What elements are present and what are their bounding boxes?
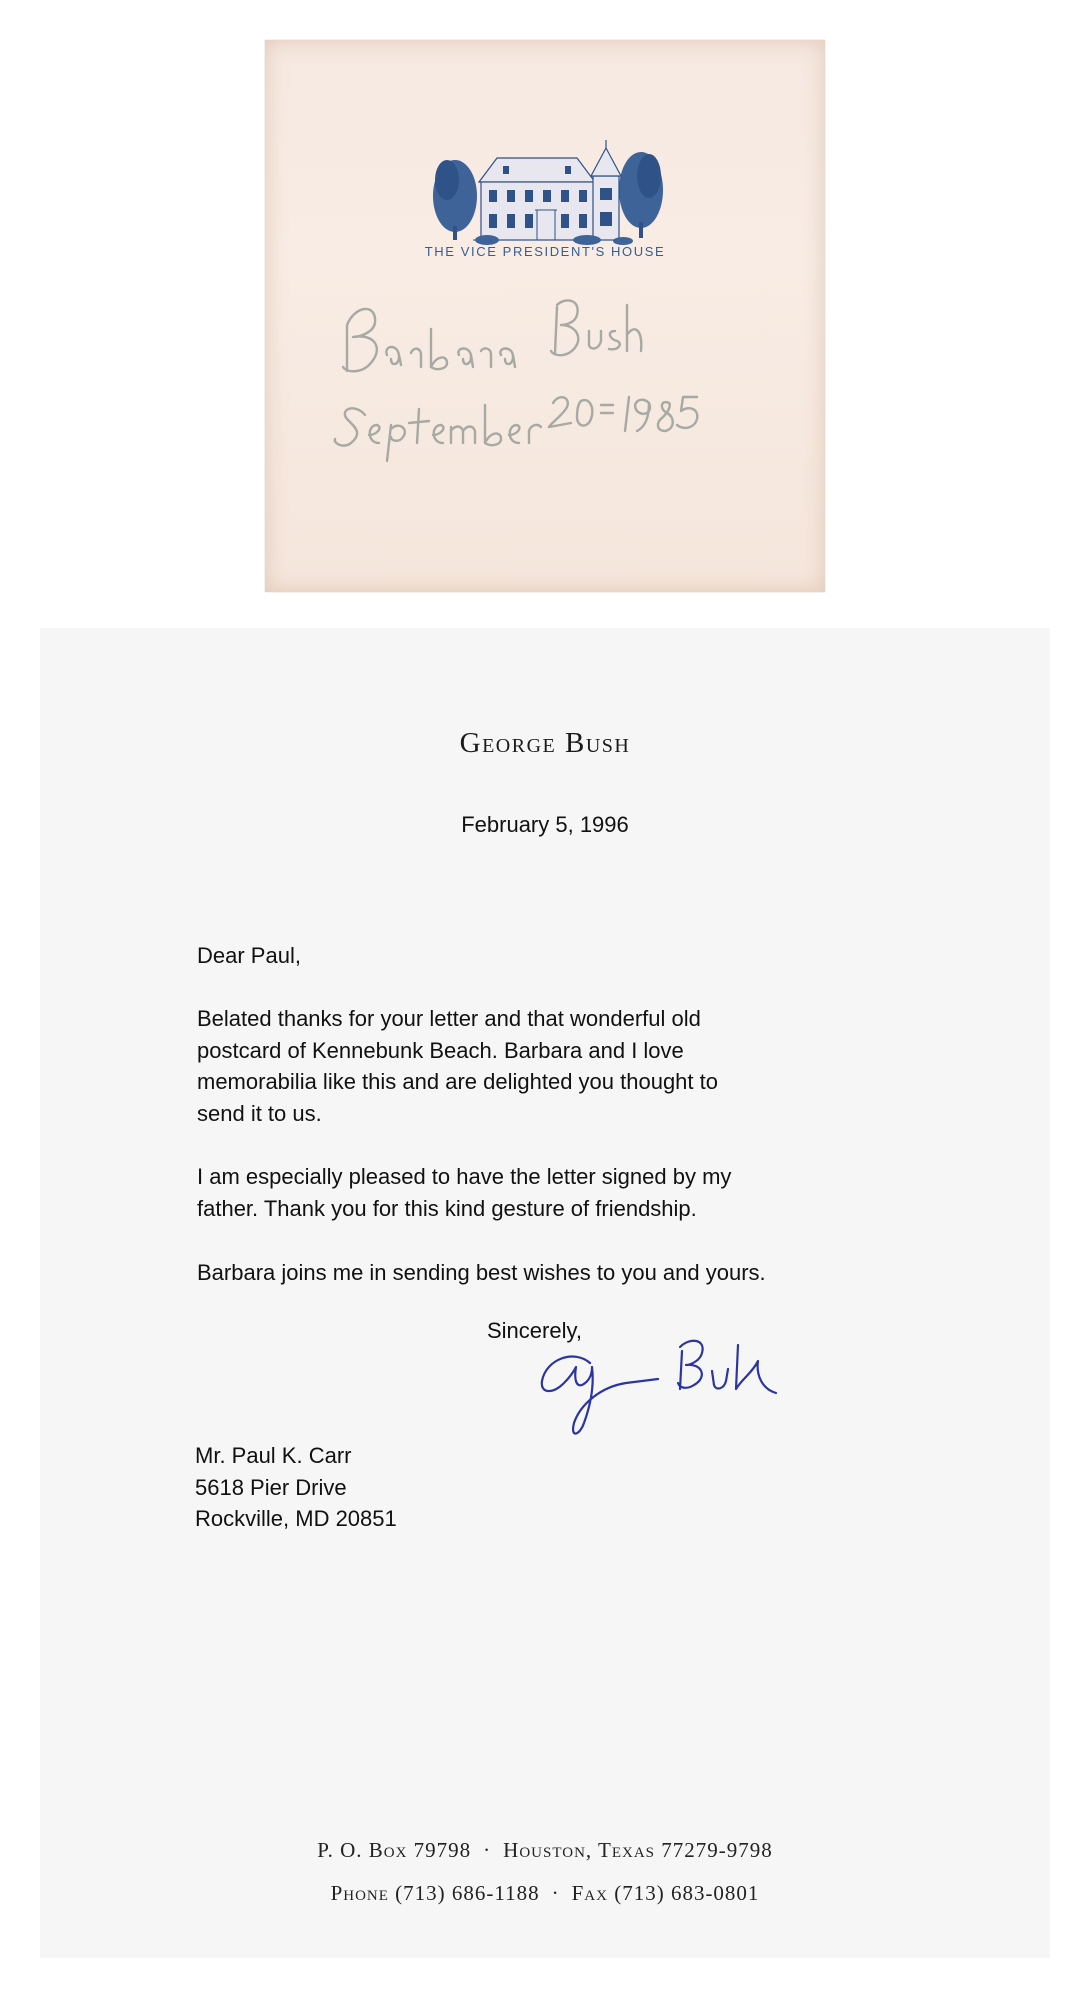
card-caption: THE VICE PRESIDENT'S HOUSE: [424, 244, 666, 259]
paragraph-line: send it to us.: [197, 1100, 322, 1126]
footer-po-box: P. O. Box 79798: [317, 1838, 472, 1862]
signature-george-bush: [530, 1323, 830, 1443]
letter-date: February 5, 1996: [461, 812, 629, 837]
paragraph-thanks: [197, 1003, 718, 1129]
paragraph-father: [197, 1161, 731, 1224]
footer-fax: Fax (713) 683-0801: [571, 1881, 760, 1905]
letterhead-name: George Bush: [459, 727, 631, 759]
house-engraving-image: [427, 118, 667, 256]
paragraph-line: postcard of Kennebunk Beach. Barbara and I love: [197, 1037, 684, 1063]
paragraph-line: I am especially pleased to have the letter signed by my: [197, 1164, 732, 1189]
footer-postal: [40, 1838, 1050, 1863]
footer-separator: ·: [483, 1838, 492, 1862]
paragraph-wishes: Barbara joins me in sending best wishes to you and yours.: [197, 1260, 766, 1285]
vice-president-house-card: [265, 40, 825, 592]
handwritten-pencil-inscription: [325, 285, 785, 515]
footer-city: Houston, Texas 77279-9798: [503, 1838, 773, 1862]
recipient-address: [195, 1440, 397, 1535]
footer-separator: ·: [551, 1881, 560, 1905]
paragraph-line: Belated thanks for your letter and that wonderful old: [197, 1006, 701, 1031]
letter-sheet: [40, 628, 1050, 1958]
footer-phone: Phone (713) 686-1188: [330, 1881, 540, 1905]
address-city: Rockville, MD 20851: [195, 1506, 397, 1531]
salutation: Dear Paul,: [197, 943, 301, 968]
address-street: 5618 Pier Drive: [195, 1474, 347, 1500]
address-name: Mr. Paul K. Carr: [195, 1443, 352, 1468]
footer-contact: [40, 1881, 1050, 1906]
closing: Sincerely,: [487, 1318, 582, 1343]
paragraph-line: memorabilia like this and are delighted you thought to: [197, 1069, 718, 1094]
paragraph-line: father. Thank you for this kind gesture of friendship.: [197, 1195, 697, 1221]
